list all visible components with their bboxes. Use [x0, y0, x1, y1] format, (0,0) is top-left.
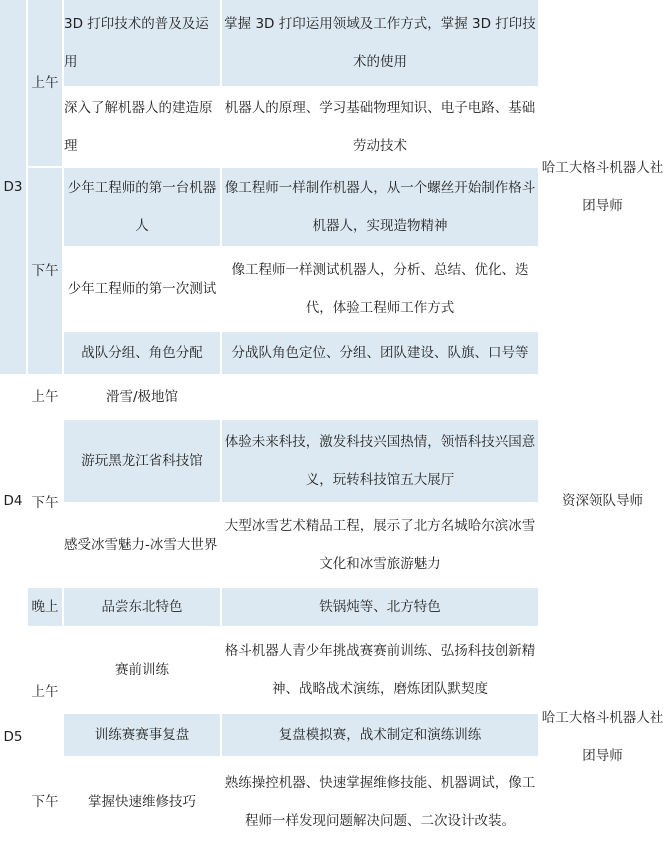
content-cell: 大型冰雪艺术精品工程，展示了北方名城哈尔滨冰雪文化和冰雪旅游魅力	[222, 504, 538, 586]
day-cell-d5: D5	[0, 628, 26, 845]
period-cell-d4-am: 上午	[28, 376, 62, 418]
day-cell-d4: D4	[0, 376, 26, 626]
activity-cell: 深入了解机器人的建造原理	[64, 88, 220, 166]
content-cell: 体验未来科技，激发科技兴国热情，领悟科技兴国意义，玩转科技馆五大展厅	[222, 420, 538, 502]
activity-cell: 赛前训练	[64, 628, 220, 712]
mentor-cell-d3: 哈工大格斗机器人社团导师	[540, 0, 665, 374]
period-cell-d4-eve: 晚上	[28, 588, 62, 626]
content-cell: 像工程师一样制作机器人，从一个螺丝开始制作格斗机器人，实现造物精神	[222, 168, 538, 246]
activity-cell: 品尝东北特色	[64, 588, 220, 626]
content-cell: 铁锅炖等、北方特色	[222, 588, 538, 626]
period-cell-d5-pm: 下午	[28, 758, 62, 845]
content-cell: 掌握 3D 打印运用领域及工作方式，掌握 3D 打印技术的使用	[222, 0, 538, 86]
mentor-cell-d5: 哈工大格斗机器人社团导师	[540, 628, 665, 845]
activity-cell: 掌握快速维修技巧	[64, 758, 220, 845]
activity-cell: 感受冰雪魅力-冰雪大世界	[64, 504, 220, 586]
content-cell: 分战队角色定位、分组、团队建设、队旗、口号等	[222, 332, 538, 374]
day-cell-d3: D3	[0, 0, 26, 374]
content-cell	[222, 376, 538, 418]
content-cell: 像工程师一样测试机器人，分析、总结、优化、迭代，体验工程师工作方式	[222, 248, 538, 330]
activity-cell: 3D 打印技术的普及及运用	[64, 0, 220, 86]
period-cell-d3-am: 上午	[28, 0, 62, 166]
content-cell: 格斗机器人青少年挑战赛赛前训练、弘扬科技创新精神、战略战术演练，磨炼团队默契度	[222, 628, 538, 712]
content-cell: 熟练操控机器、快速掌握维修技能、机器调试，像工程师一样发现问题解决问题、二次设计改装。	[222, 758, 538, 845]
activity-cell: 游玩黑龙江省科技馆	[64, 420, 220, 502]
mentor-cell-d4: 资深领队导师	[540, 376, 665, 626]
activity-cell: 战队分组、角色分配	[64, 332, 220, 374]
activity-cell: 少年工程师的第一次测试	[64, 248, 220, 330]
activity-cell: 训练赛赛事复盘	[64, 714, 220, 756]
content-cell: 复盘模拟赛，战术制定和演练训练	[222, 714, 538, 756]
activity-cell: 滑雪/极地馆	[64, 376, 220, 418]
period-cell-d4-pm: 下午	[28, 420, 62, 586]
period-cell-d5-am: 上午	[28, 628, 62, 756]
content-cell: 机器人的原理、学习基础物理知识、电子电路、基础劳动技术	[222, 88, 538, 166]
activity-cell: 少年工程师的第一台机器人	[64, 168, 220, 246]
period-cell-d3-pm: 下午	[28, 168, 62, 374]
